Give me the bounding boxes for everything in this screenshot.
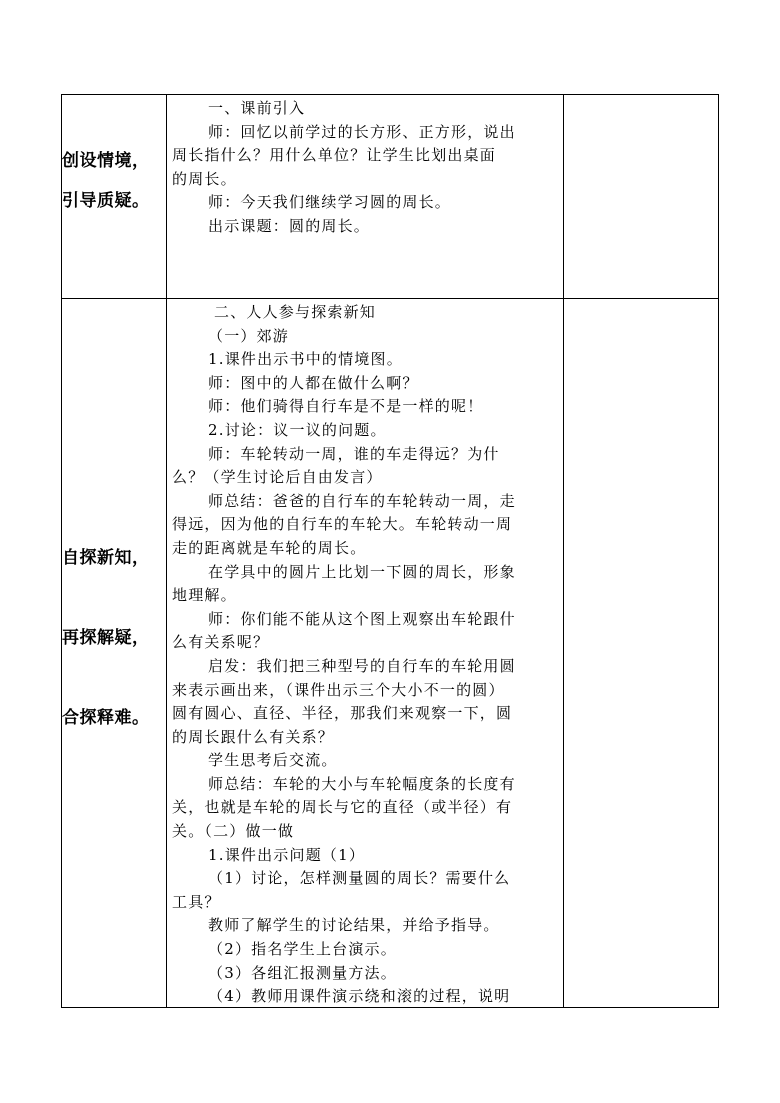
content-line: 师：车轮转动一周，谁的车走得远？为什 <box>208 444 500 463</box>
content-line: （2）指名学生上台演示。 <box>208 940 397 959</box>
stage-label-2: 引导质疑。 <box>62 191 150 211</box>
content-line: （4）教师用课件演示绕和滚的过程，说明 <box>208 987 511 1006</box>
table-top-border <box>61 94 719 95</box>
content-line: 师：回忆以前学过的长方形、正方形，说出 <box>208 122 516 141</box>
content-line: 师：图中的人都在做什么啊？ <box>208 373 419 392</box>
content-line: 出示课题：圆的周长。 <box>208 216 371 235</box>
section-heading: 二、人人参与探索新知 <box>214 303 377 321</box>
content-line: 在学具中的圆片上比划一下圆的周长，形象 <box>208 562 516 581</box>
content-line: 的周长。 <box>172 169 237 188</box>
content-line: 关，也就是车轮的周长与它的直径（或半径）有 <box>172 798 513 817</box>
content-line: 师：他们骑得自行车是不是一样的呢！ <box>208 397 484 416</box>
content-line: 走的距离就是车轮的周长。 <box>172 538 367 557</box>
stage-label-1: 创设情境， <box>62 151 150 171</box>
content-line: 么有关系呢？ <box>172 633 270 652</box>
content-line: 么？（学生讨论后自由发言） <box>172 468 383 487</box>
content-line: 圆有圆心、直径、半径，那我们来观察一下，圆 <box>172 704 513 723</box>
content-line: 师：今天我们继续学习圆的周长。 <box>208 193 452 212</box>
content-line: （1）讨论，怎样测量圆的周长？需要什么 <box>208 869 511 888</box>
stage-label-3: 自探新知， <box>62 548 150 568</box>
section-heading: 一、课前引入 <box>208 99 306 117</box>
content-line: 1.课件出示问题（1） <box>208 845 366 864</box>
table-column-divider-2 <box>563 94 564 1008</box>
table-row-divider <box>61 298 719 299</box>
stage-label-5: 合探释难。 <box>62 708 150 728</box>
content-line: 1.课件出示书中的情境图。 <box>208 350 403 369</box>
content-line: 师：你们能不能从这个图上观察出车轮跟什 <box>208 609 516 628</box>
section2-content <box>172 301 560 1009</box>
content-line: 启发：我们把三种型号的自行车的车轮用圆 <box>208 656 516 675</box>
content-line: 师总结：爸爸的自行车的车轮转动一周，走 <box>208 491 516 510</box>
content-line: 来表示画出来，（课件出示三个大小不一的圆） <box>172 680 505 699</box>
table-column-divider-1 <box>166 94 167 1008</box>
content-line: 教师了解学生的讨论结果，并给予指导。 <box>208 916 500 935</box>
content-line: 地理解。 <box>172 586 237 605</box>
content-line: （3）各组汇报测量方法。 <box>208 963 397 982</box>
section1-content <box>172 97 560 239</box>
content-line: 学生思考后交流。 <box>208 751 338 770</box>
content-line: 2.讨论：议一议的问题。 <box>208 420 387 439</box>
content-line: 的周长跟什么有关系？ <box>172 727 335 746</box>
stage-label-4: 再探解疑， <box>62 628 150 648</box>
content-line: 师总结：车轮的大小与车轮幅度条的长度有 <box>208 774 516 793</box>
content-line: 得远，因为他的自行车的车轮大。车轮转动一周 <box>172 515 513 534</box>
content-line: 工具？ <box>172 892 221 911</box>
content-line: 周长指什么？用什么单位？让学生比划出桌面 <box>172 146 497 165</box>
subsection-heading: （一）郊游 <box>208 326 290 345</box>
table-right-border <box>718 94 719 1008</box>
content-line: 关。（二）做一做 <box>172 822 295 841</box>
